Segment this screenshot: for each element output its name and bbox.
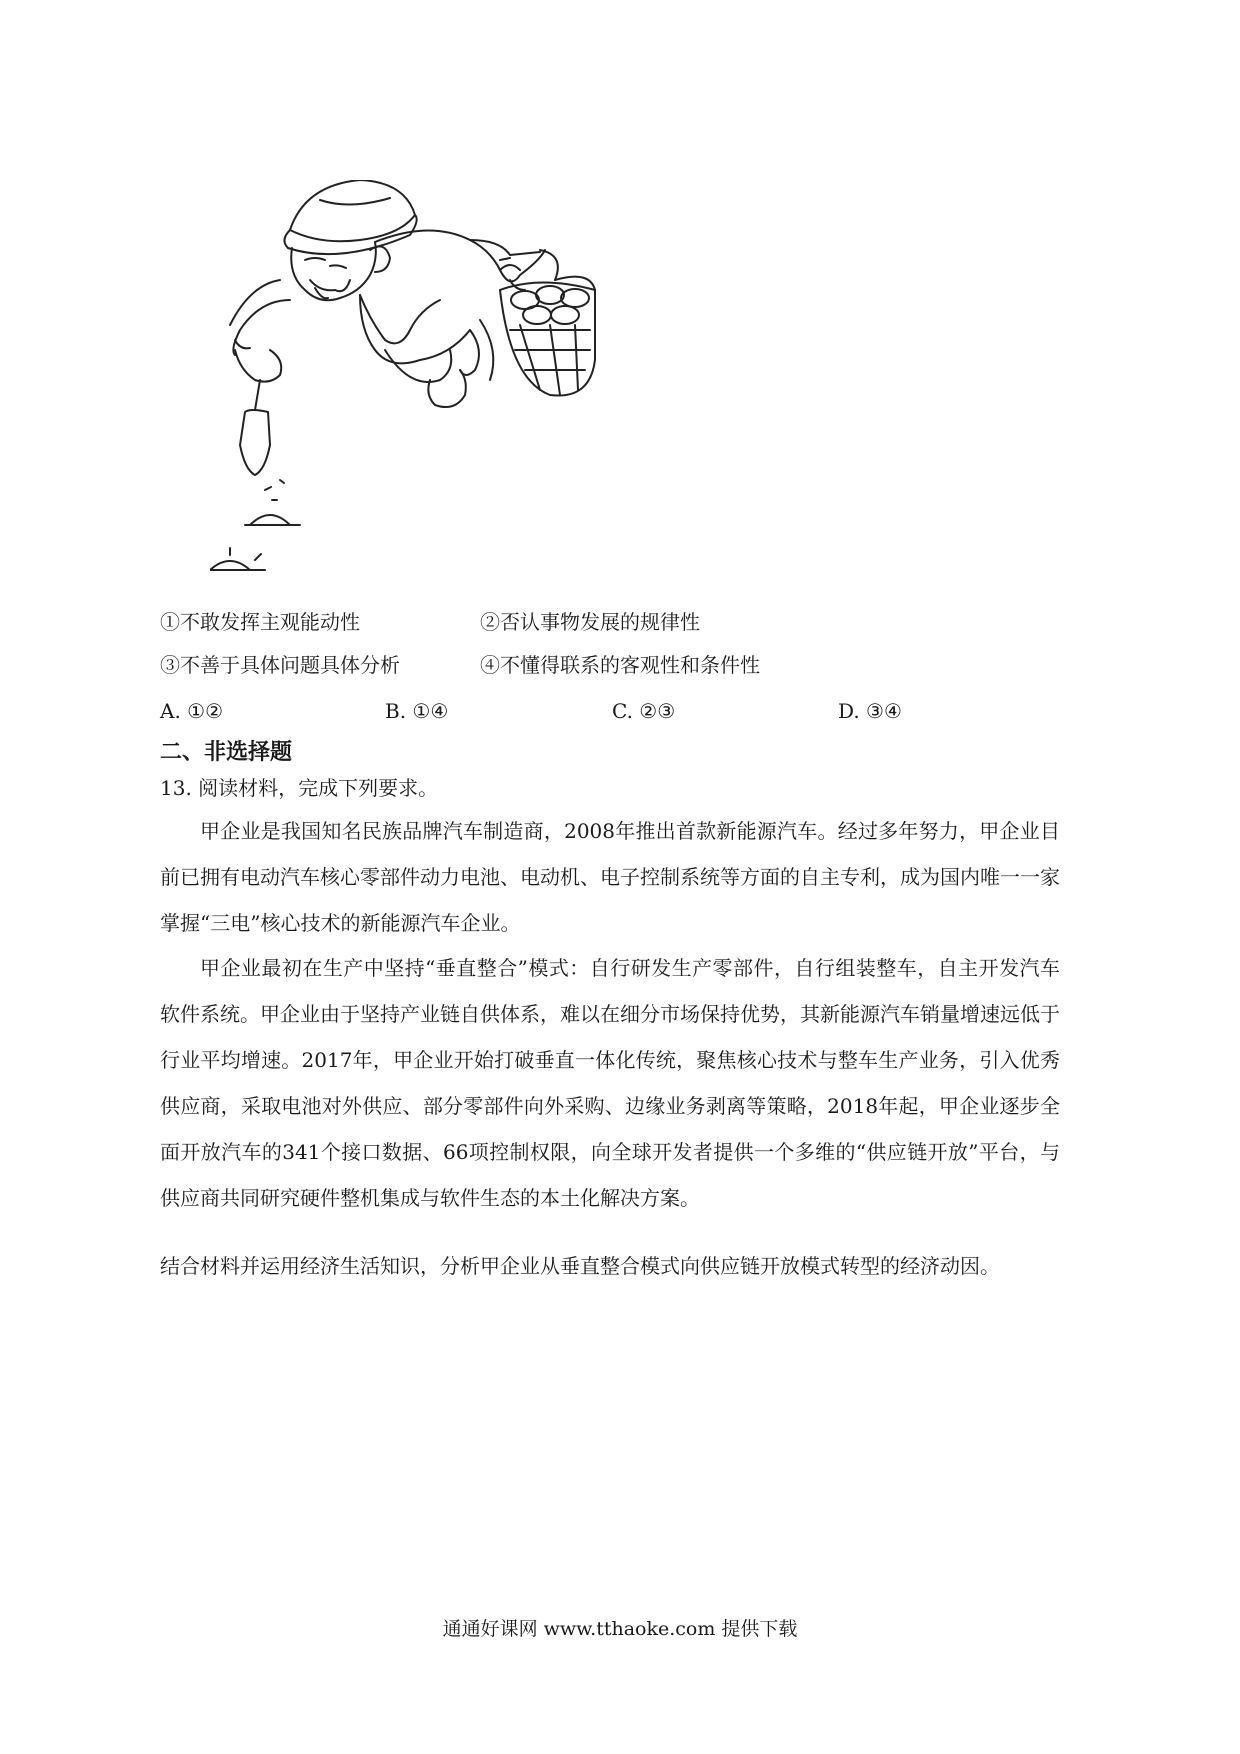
option-d[interactable]: D. ③④ [838,699,902,723]
question-stem: 13. 阅读材料，完成下列要求。 [160,776,439,800]
option-a[interactable]: A. ①② [160,699,224,723]
question-requirement: 结合材料并运用经济生活知识，分析甲企业从垂直整合模式向供应链开放模式转型的经济动因。 [160,1254,1000,1278]
section-heading: 二、非选择题 [160,740,293,765]
footer-download-notice: 通通好课网 www.tthaoke.com 提供下载 [442,1618,798,1640]
material-paragraph-2: 甲企业最初在生产中坚持“垂直整合”模式：自行研发生产零部件，自行组装整车，自主开发汽车软件系统。甲企业由于坚持产业链自供体系，难以在细分市场保持优势，其新能源汽车销量增速远低于行业平均增速。2017年，甲企业开始打破垂直一体化传统，聚焦核心技术与整车生产业务，引入优秀供应商，采取电池对外供应、部分零部件向外采购、边缘业务剥离等策略，2018年起，甲企业逐步全面开放汽车的341个接口数据、66项控制权限，向全球开发者提供一个多维的“供应链开放”平台，与供应商共同研究硬件整机集成与软件生态的本土化解决方案。 [160,956,1060,1210]
statement-3: ③不善于具体问题具体分析 [160,653,400,677]
statement-2: ②否认事物发展的规律性 [480,610,700,634]
farmer-planting-eggs-illustration [210,180,680,680]
option-b[interactable]: B. ①④ [385,699,449,723]
statement-4: ④不懂得联系的客观性和条件性 [480,653,760,677]
option-c[interactable]: C. ②③ [612,699,676,723]
statement-1: ①不敢发挥主观能动性 [160,610,360,634]
material-paragraph-1: 甲企业是我国知名民族品牌汽车制造商，2008年推出首款新能源汽车。经过多年努力，甲企业目前已拥有电动汽车核心零部件动力电池、电动机、电子控制系统等方面的自主专利，成为国内唯一一家掌握“三电”核心技术的新能源汽车企业。 [160,819,1060,935]
